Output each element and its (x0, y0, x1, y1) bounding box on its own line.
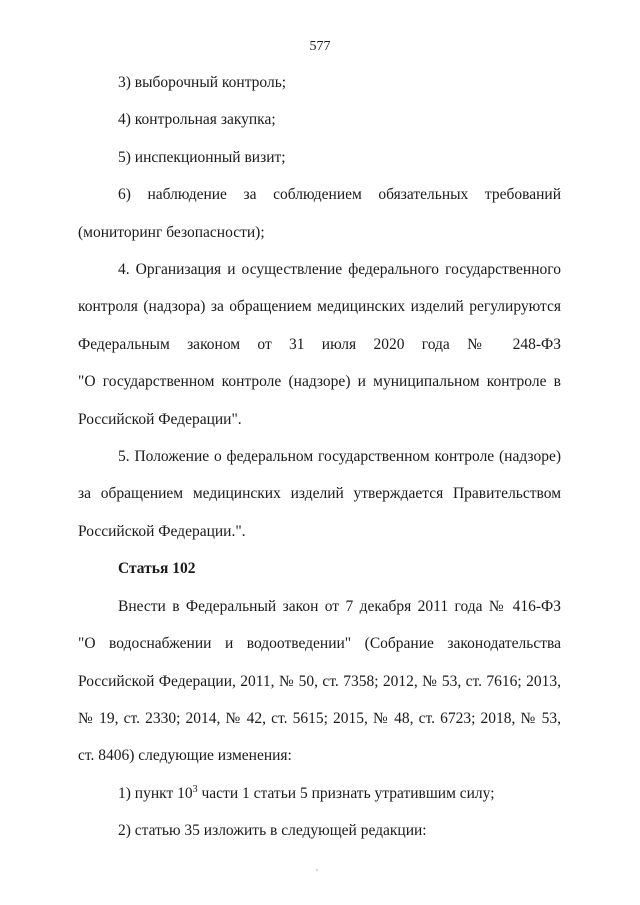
list-item-6 (78, 176, 561, 251)
document-body (78, 64, 561, 850)
text-line: 4) контрольная закупка; (118, 111, 276, 129)
text-line: Российской Федерации, 2011, № 50, ст. 7358; 2012, № 53, ст. 7616; 2013, (78, 672, 561, 690)
page-number: 577 (309, 39, 331, 54)
article-paragraph (78, 588, 561, 775)
list-item-3 (78, 64, 561, 101)
text-line: 5. Положение о федеральном государственном контроле (надзоре) (118, 448, 561, 466)
article-heading (78, 550, 561, 587)
text-line: Российской Федерации". (78, 410, 242, 428)
text-line: 4. Организация и осуществление федерального государственного (118, 261, 561, 279)
scan-speck (316, 869, 318, 871)
list-item-5 (78, 139, 561, 176)
text-line: 3) выборочный контроль; (118, 74, 287, 91)
text-line (78, 775, 561, 812)
text-line: 2) статью 35 изложить в следующей редакции: (118, 822, 427, 840)
list-item-4 (78, 101, 561, 138)
text-line: "О водоснабжении и водоотведении" (Собрание законодательства (78, 635, 561, 653)
text-line: (мониторинг безопасности); (78, 223, 265, 241)
text-line: Внести в Федеральный закон от 7 декабря 2011 года № 416-ФЗ (118, 597, 561, 615)
paragraph-5 (78, 438, 561, 550)
heading-text: Статья 102 (118, 560, 196, 578)
text-line: Российской Федерации.". (78, 522, 246, 540)
paragraph-4 (78, 251, 561, 438)
text-line: контроля (надзора) за обращением медицинских изделий регулируются (78, 298, 561, 316)
superscript: 3 (192, 783, 198, 795)
text-line: Федеральным законом от 31 июля 2020 года № 248-ФЗ (78, 335, 561, 353)
text-line: ст. 8406) следующие изменения: (78, 747, 292, 765)
text-fragment: 1) пункт 10 (118, 784, 193, 802)
text-line: 6) наблюдение за соблюдением обязательных требований (118, 186, 561, 204)
text-line: "О государственном контроле (надзоре) и муниципальном контроле в (78, 373, 561, 391)
text-line: № 19, ст. 2330; 2014, № 42, ст. 5615; 2015, № 48, ст. 6723; 2018, № 53, (78, 709, 561, 727)
change-item-2 (78, 812, 561, 849)
text-line: за обращением медицинских изделий утверждается Правительством (78, 485, 561, 503)
text-fragment: части 1 статьи 5 признать утратившим силу; (197, 784, 495, 802)
text-line: 5) инспекционный визит; (118, 148, 286, 166)
change-item-1 (78, 775, 561, 812)
